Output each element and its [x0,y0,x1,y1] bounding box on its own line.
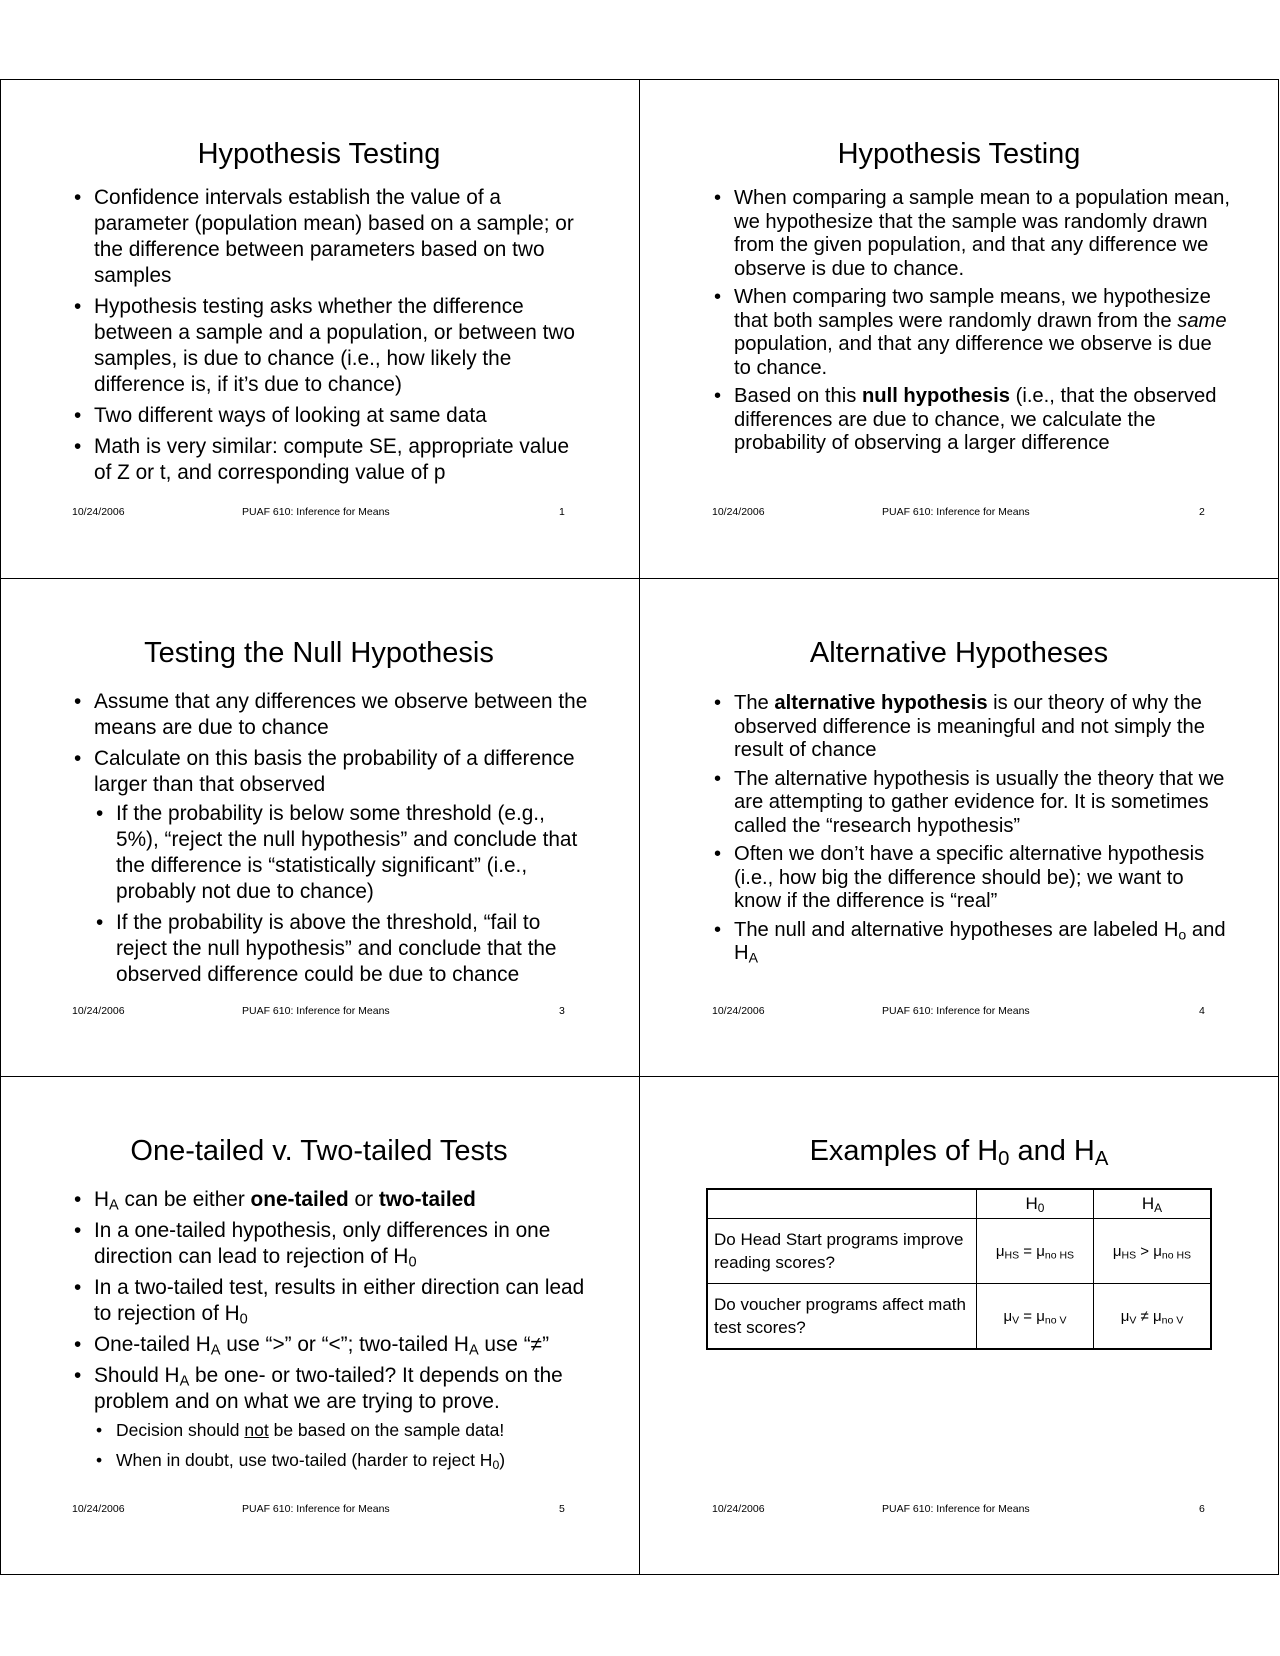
subscript: 0 [1037,1200,1045,1215]
footer-date: 10/24/2006 [72,1503,125,1515]
subscript: no V [1044,1314,1067,1327]
bullet [712,692,1232,763]
bullet-text: In a two-tailed test, results in either direction can lead to rejection of H [94,1276,585,1325]
subscript: V [1012,1314,1020,1327]
bullet: • Assume that any differences we observe between the means are due to chance [72,689,592,741]
title-text: Examples of H [809,1135,999,1167]
bullet: • Two different ways of looking at same data [72,403,592,429]
bullet-text: In a one-tailed hypothesis, only differences in one direction can lead to rejection of H [94,1219,551,1268]
title-text: and H [1009,1135,1095,1167]
subscript: no HS [1161,1249,1192,1262]
slide-5 [0,1077,638,1573]
slide-2 [640,80,1278,576]
bullet [72,1363,592,1473]
bullet [72,1218,592,1270]
slide-number: 2 [1199,506,1205,518]
sub-bullet: • If the probability is below some threshold (e.g., 5%), “reject the null hypothesis” and conclude that the difference is “statistically significant” (i.e., probably not due to chance) [94,801,592,905]
slide-6 [640,1077,1278,1573]
bold-term: one-tailed [250,1188,349,1211]
bullet-text: be one- or two-tailed? It depends on the problem and on what we are trying to prove. [94,1364,563,1413]
footer-course: PUAF 610: Inference for Means [242,1503,390,1515]
bold-term: alternative hypothesis [774,692,988,714]
table-row [707,1284,1211,1350]
subscript: 0 [998,1148,1010,1171]
bullet-text: The null and alternative hypotheses are labeled H [734,918,1179,941]
mu-symbol: μ [1120,1307,1130,1325]
mu-symbol: μ [1152,1307,1162,1325]
subscript: HS [1121,1249,1137,1262]
footer-date: 10/24/2006 [72,1005,125,1017]
header-ha [1093,1189,1211,1219]
sub-bullet-text: Decision should [116,1420,245,1440]
slide-number: 3 [559,1005,565,1017]
bullet-text: When comparing two sample means, we hypothesize that both samples were randomly drawn from the [734,286,1211,332]
question-cell: Do Head Start programs improve reading scores? [707,1219,977,1284]
subscript: A [1094,1148,1109,1171]
footer-course: PUAF 610: Inference for Means [242,506,390,518]
footer-course: PUAF 610: Inference for Means [882,1005,1030,1017]
bullet-text: One-tailed H [94,1333,211,1356]
footer-date: 10/24/2006 [712,1005,765,1017]
header-empty-cell [707,1189,977,1219]
subscript: 0 [408,1254,417,1271]
bullet-text: population, and that any difference we observe is due to chance. [734,333,1212,379]
bullet [712,919,1232,966]
bullet-text: The [734,692,775,714]
bullet: • Math is very similar: compute SE, appropriate value of Z or t, and corresponding value of p [72,434,592,486]
footer-date: 10/24/2006 [712,506,765,518]
footer-date: 10/24/2006 [712,1503,765,1515]
header-symbol: H [1025,1194,1038,1213]
subscript: 0 [492,1458,500,1473]
bullet-list [72,689,592,993]
subscript: HS [1004,1249,1020,1262]
sub-bullet-list [94,1418,592,1473]
subscript: V [1129,1314,1137,1327]
table-header-row [707,1189,1211,1219]
bullet: • Often we don’t have a specific alternative hypothesis (i.e., how big the difference should be); we want to know if the difference is “real” [712,843,1232,914]
bullet [72,1187,592,1213]
bullet [712,286,1232,380]
bullet: • Hypothesis testing asks whether the difference between a sample and a population, or between two samples, is due to chance (i.e., how likely the difference is, if it’s due to chance) [72,294,592,398]
bullet: • The alternative hypothesis is usually the theory that we are attempting to gather evidence for. It is sometimes called the “research hypothesis” [712,768,1232,839]
mu-symbol: μ [995,1242,1005,1260]
bullet-text: or [348,1188,379,1211]
footer-date: 10/24/2006 [72,506,125,518]
bullet-list [712,187,1232,461]
operator: = [1019,1242,1037,1260]
mu-symbol: μ [1003,1307,1013,1325]
alternative-hypothesis-cell [1093,1284,1211,1350]
sub-bullet-text: be based on the sample data! [268,1420,505,1440]
subscript: 0 [239,1311,248,1328]
bullet-list [712,692,1232,971]
sub-bullet-text: ) [499,1450,506,1470]
bullet-text: use “>” or “<”; two-tailed H [220,1333,469,1356]
slide-number: 1 [559,506,565,518]
slide-number: 6 [1199,1503,1205,1515]
alternative-hypothesis-cell [1093,1219,1211,1284]
subscript: A [109,1197,119,1214]
bullet-text: Based on this [734,385,862,407]
sub-bullet-list [94,801,592,988]
bullet-text: is our theory of why the observed difference is meaningful and not simply the result of chance [734,692,1205,761]
hypotheses-table [706,1188,1212,1350]
symbol: H [94,1188,110,1211]
slide-4 [640,579,1278,1075]
footer-course: PUAF 610: Inference for Means [242,1005,390,1017]
slide-number: 5 [559,1503,565,1515]
bullet-text: Should H [94,1364,180,1387]
bold-term: two-tailed [378,1188,476,1211]
mu-symbol: μ [1153,1242,1162,1260]
header-symbol: H [1141,1194,1155,1213]
bullet [712,385,1232,456]
slide-number: 4 [1199,1005,1205,1017]
mu-symbol: μ [1036,1307,1045,1325]
bullet-list [72,1187,592,1478]
bullet-text: can be either [118,1188,251,1211]
sub-bullet [94,1418,592,1443]
slide-title: Testing the Null Hypothesis [144,637,494,669]
slide-title: Alternative Hypotheses [809,637,1109,669]
emphasis: same [1177,309,1227,332]
bullet [72,746,592,988]
subscript: no V [1161,1314,1184,1327]
operator: ≠ [1136,1307,1153,1325]
subscript: A [468,1342,479,1359]
sub-bullet [94,1448,592,1473]
question-cell: Do voucher programs affect math test scores? [707,1284,977,1350]
null-hypothesis-cell [977,1284,1094,1350]
operator: = [1019,1307,1037,1325]
bullet [72,1275,592,1327]
subscript: A [210,1342,221,1359]
slide-title: Hypothesis Testing [197,138,441,170]
subscript: A [748,949,759,966]
subscript: A [1154,1200,1163,1215]
bullet-text: Calculate on this basis the probability of a difference larger than that observed [94,747,575,796]
subscript: no HS [1044,1249,1075,1262]
header-h0 [977,1189,1094,1219]
slide-title: One-tailed v. Two-tailed Tests [130,1135,508,1167]
slide-title [640,1134,1278,1171]
sub-bullet-text: When in doubt, use two-tailed (harder to reject H [116,1450,493,1470]
bold-term: null hypothesis [861,385,1010,407]
bullet [72,1332,592,1358]
mu-symbol: μ [1036,1242,1045,1260]
slide-title: Hypothesis Testing [837,138,1081,170]
bullet-text: and H [734,918,1226,964]
bullet: • Confidence intervals establish the value of a parameter (population mean) based on a sample; or the difference between parameters based on two samples [72,185,592,289]
bullet: • When comparing a sample mean to a population mean, we hypothesize that the sample was randomly drawn from the given population, and that any difference we observe is due to chance. [712,187,1232,281]
bullet-list [72,185,592,491]
mu-symbol: μ [1112,1242,1122,1260]
slide-3 [0,579,638,1075]
slide-1 [0,80,638,576]
subscript: o [1178,926,1187,943]
sub-bullet: • If the probability is above the threshold, “fail to reject the null hypothesis” and conclude that the observed difference could be due to chance [94,910,592,988]
footer-course: PUAF 610: Inference for Means [882,1503,1030,1515]
footer-course: PUAF 610: Inference for Means [882,506,1030,518]
subscript: A [179,1373,190,1390]
null-hypothesis-cell [977,1219,1094,1284]
bullet-text: use “≠” [478,1333,550,1356]
operator: > [1136,1242,1154,1260]
underlined-word: not [244,1420,269,1440]
table-row [707,1219,1211,1284]
bullet-text: (i.e., that the observed differences are due to chance, we calculate the probability of observing a larger difference [734,385,1217,454]
